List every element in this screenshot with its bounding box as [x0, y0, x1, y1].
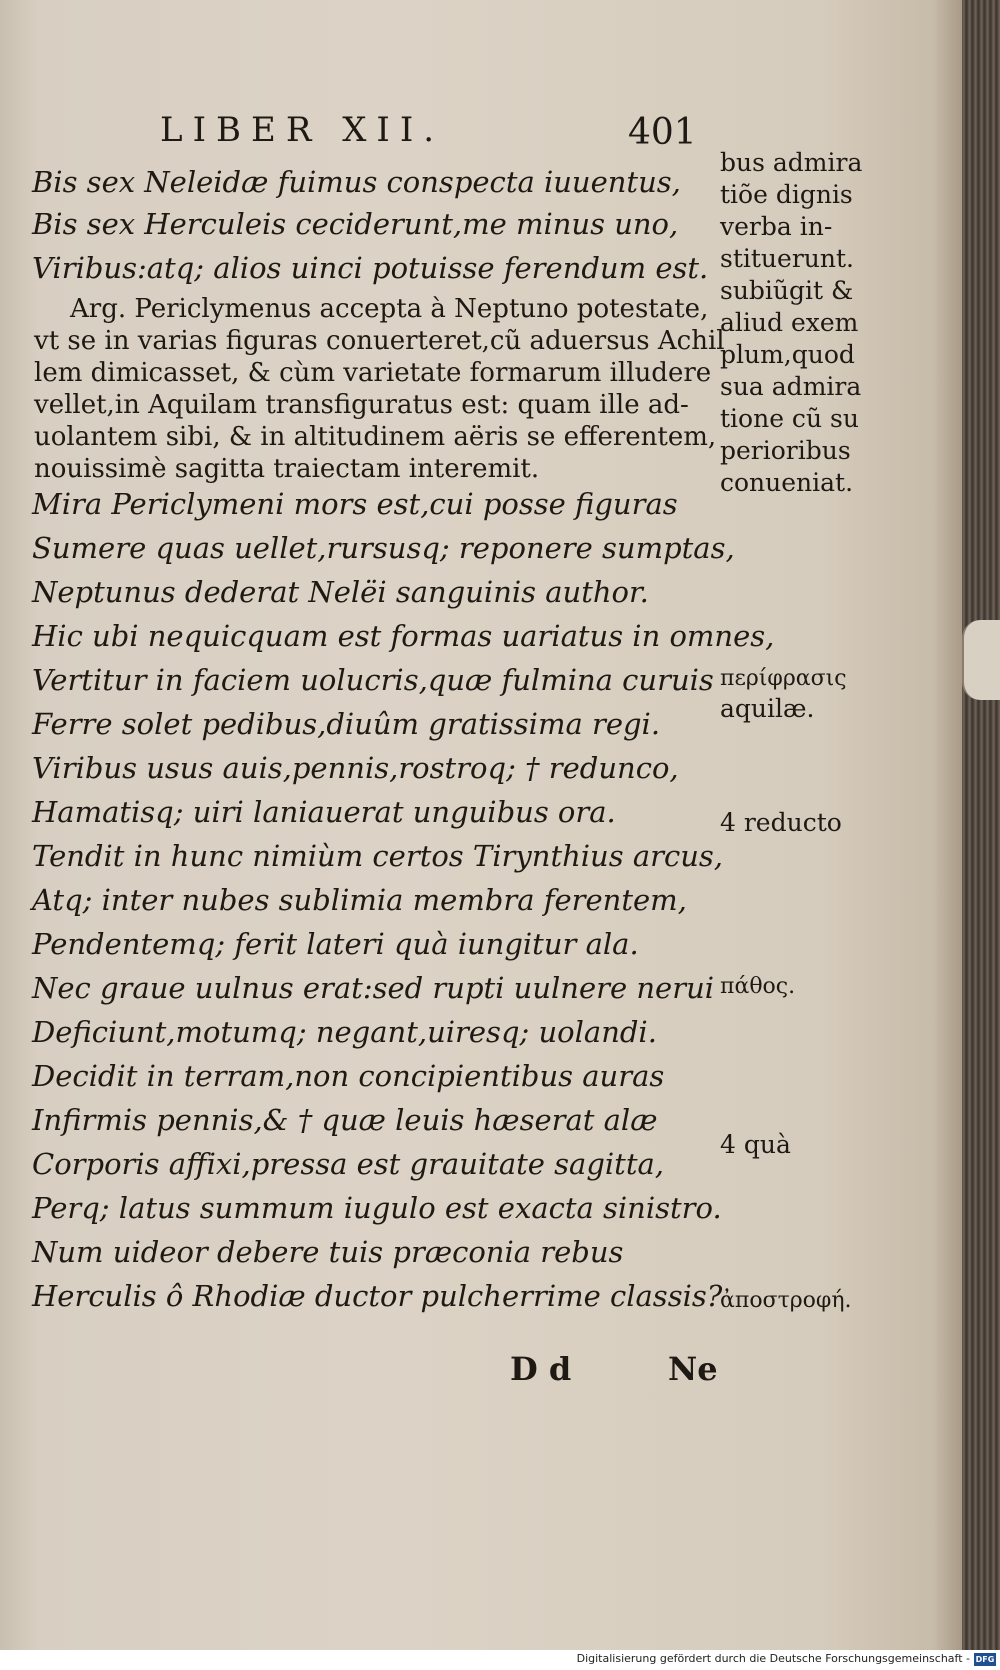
margin-note-periphrasis: περίφρασις [720, 666, 847, 691]
verse-line: Deficiunt,motumq; negant,uiresq; uolandi. [32, 1015, 657, 1049]
margin-note-line: subiũgit & [720, 276, 854, 305]
verse-line: Sumere quas uellet,rursusq; reponere sumptas, [32, 531, 735, 565]
verse-line: Perq; latus summum iugulo est exacta sinistro. [32, 1191, 722, 1225]
margin-note-apostrophe: ἀποστροφή. [720, 1288, 852, 1313]
margin-note-variant: 4 reducto [720, 808, 842, 837]
margin-note-pathos: πάθος. [720, 974, 796, 999]
verse-line: Decidit in terram,non concipientibus auras [32, 1059, 665, 1093]
margin-note-line: conueniat. [720, 468, 854, 497]
margin-note-line: plum,quod [720, 340, 855, 369]
verse-line: Bis sex Herculeis ceciderunt,me minus uno, [32, 207, 679, 241]
verse-line: Hamatisq; uiri laniauerat unguibus ora. [32, 795, 616, 829]
verse-line: Vertitur in faciem uolucris,quæ fulmina curuis [32, 663, 714, 697]
verse-line: Hic ubi nequicquam est formas uariatus in omnes, [32, 619, 775, 653]
verse-line: Viribus:atq; alios uinci potuisse ferendum est. [32, 251, 709, 285]
dfg-logo: DFG [975, 1655, 995, 1664]
argument-line: vt se in varias figuras conuerteret,cũ aduersus Achil [34, 326, 725, 356]
page-number: 401 [628, 112, 697, 153]
verse-line: Num uideor debere tuis præconia rebus [32, 1235, 624, 1269]
verse-line: Infirmis pennis,& † quæ leuis hæserat alæ [32, 1103, 658, 1137]
margin-note-line: stituerunt. [720, 244, 854, 273]
signature-mark: D d [510, 1350, 572, 1388]
margin-note-line: tione cũ su [720, 404, 859, 433]
verse-line: Viribus usus auis,pennis,rostroq; † redunco, [32, 751, 679, 785]
margin-note-variant: 4 quà [720, 1130, 791, 1159]
margin-note-line: tiõe dignis [720, 180, 853, 209]
verse-line: Bis sex Neleidæ fuimus conspecta iuuentus, [32, 165, 681, 199]
margin-note-line: sua admira [720, 372, 862, 401]
verse-line: Corporis affixi,pressa est grauitate sagitta, [32, 1147, 664, 1181]
verse-line: Pendentemq; ferit lateri quà iungitur ala. [32, 927, 639, 961]
margin-note-line: verba in- [720, 212, 833, 241]
page-edges [962, 0, 1000, 1650]
verse-line: Tendit in hunc nimiùm certos Tirynthius arcus, [32, 839, 724, 873]
verse-line: Ferre solet pedibus,diuûm gratissima regi. [32, 707, 661, 741]
argument-line: nouissimè sagitta traiectam interemit. [34, 454, 540, 484]
margin-note-line: aliud exem [720, 308, 859, 337]
verse-line: Nec graue uulnus erat:sed rupti uulnere nerui [32, 971, 715, 1005]
digitization-footer [0, 1650, 1000, 1670]
page-edge-tab [962, 620, 1000, 700]
verse-line: Mira Periclymeni mors est,cui posse figuras [32, 487, 678, 521]
footer-credit: Digitalisierung gefördert durch die Deutsche Forschungsgemeinschaft - [576, 1652, 970, 1665]
catchword: Ne [668, 1350, 718, 1388]
margin-note-aquilae: aquilæ. [720, 694, 815, 723]
argument-line: Arg. Periclymenus accepta à Neptuno potestate, [70, 294, 709, 324]
verse-line: Herculis ô Rhodiæ ductor pulcherrime classis? [32, 1279, 723, 1313]
margin-note-line: perioribus [720, 436, 851, 465]
verse-line: Neptunus dederat Nelëi sanguinis author. [32, 575, 649, 609]
verse-line: Atq; inter nubes sublimia membra ferentem, [32, 883, 687, 917]
margin-note-line: bus admira [720, 148, 863, 177]
argument-line: vellet,in Aquilam transfiguratus est: quam ille ad- [34, 390, 689, 420]
running-title: LIBER XII. [160, 110, 445, 150]
argument-line: lem dimicasset, & cùm varietate formarum illudere [34, 358, 712, 388]
argument-line: uolantem sibi, & in altitudinem aëris se efferentem, [34, 422, 717, 452]
